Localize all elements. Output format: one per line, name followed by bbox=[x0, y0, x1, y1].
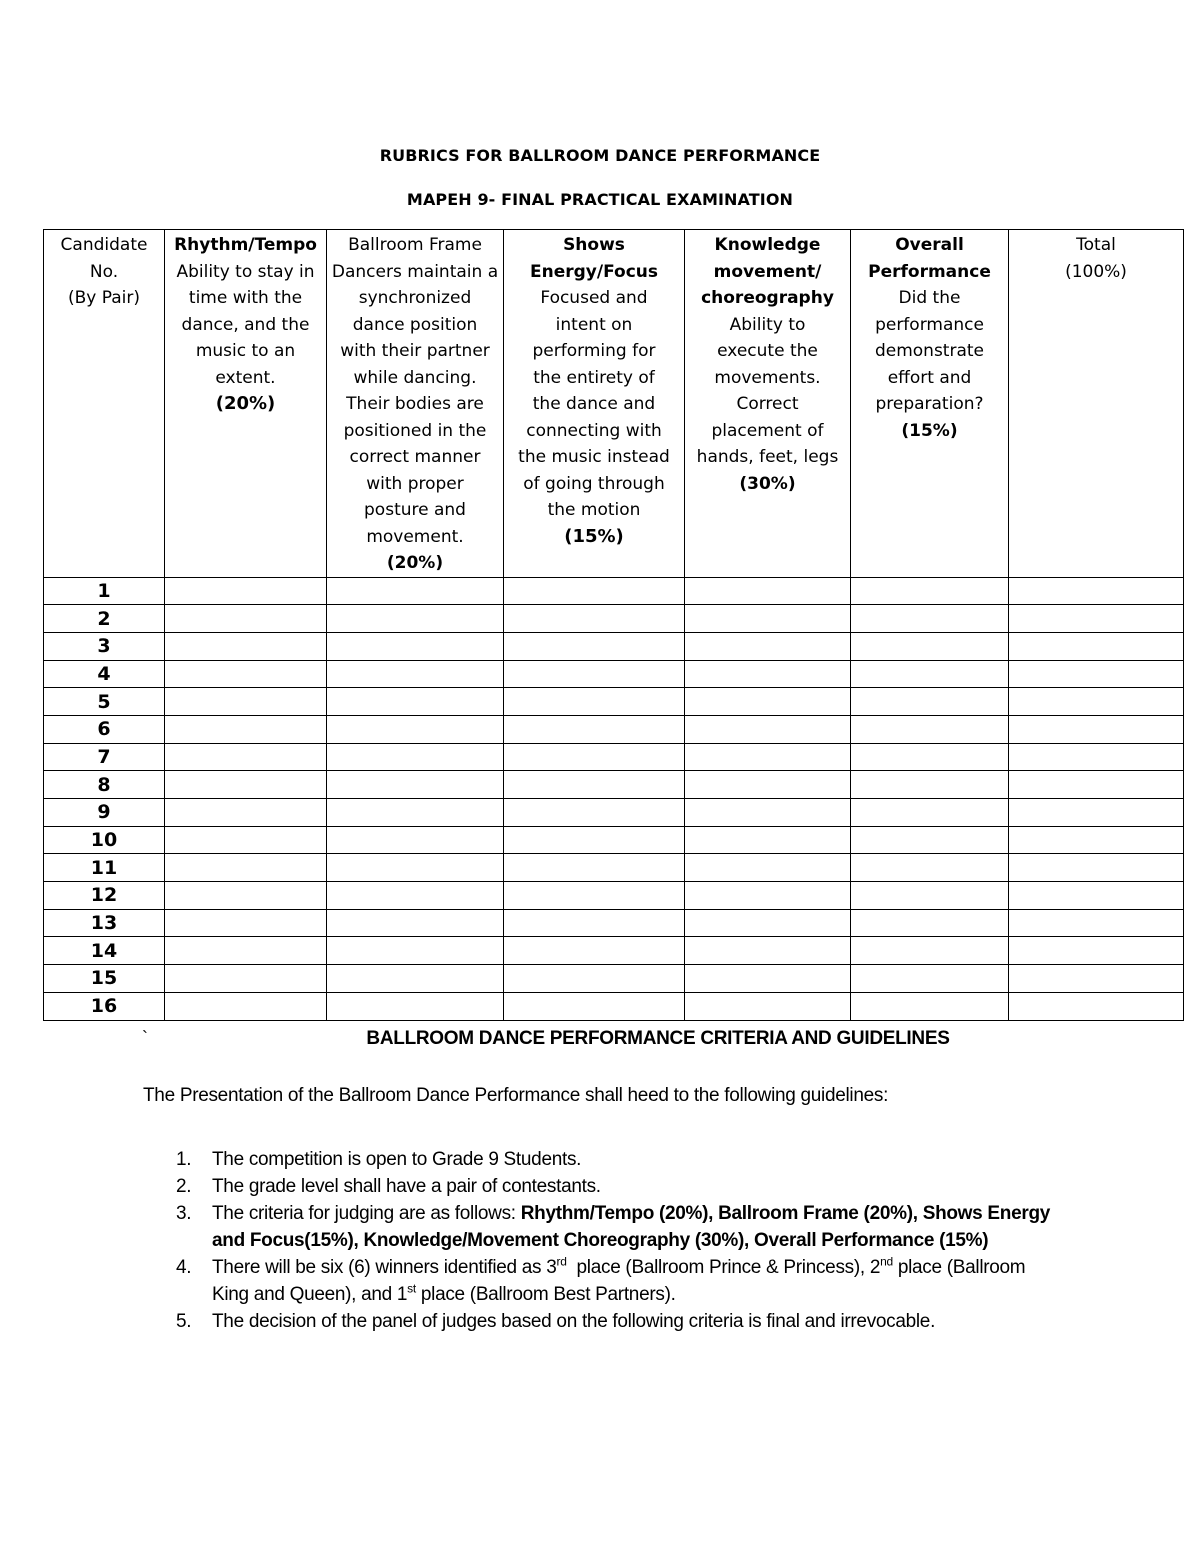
guideline-text: The decision of the panel of judges based on the following criteria is final and irrevocable. bbox=[212, 1311, 936, 1332]
rubric-table bbox=[43, 229, 1184, 1021]
score-cell-knowledge-choreography[interactable] bbox=[685, 799, 851, 827]
candidate-number: 1 bbox=[44, 577, 165, 605]
score-cell-rhythm-tempo[interactable] bbox=[165, 965, 327, 993]
score-cell-ballroom-frame[interactable] bbox=[327, 992, 504, 1020]
ordinal-suffix: nd bbox=[880, 1254, 893, 1269]
col-header-overall-performance: Overall Performance Did the performance demonstrate effort and preparation? (15%) bbox=[851, 230, 1009, 578]
score-cell-total[interactable] bbox=[1009, 715, 1184, 743]
table-row bbox=[44, 854, 1184, 882]
score-cell-rhythm-tempo[interactable] bbox=[165, 854, 327, 882]
table-row bbox=[44, 660, 1184, 688]
score-cell-overall-performance[interactable] bbox=[851, 715, 1009, 743]
guideline-item bbox=[143, 1173, 1063, 1200]
score-cell-energy-focus[interactable] bbox=[504, 743, 685, 771]
score-cell-energy-focus[interactable] bbox=[504, 605, 685, 633]
guideline-item bbox=[143, 1146, 1063, 1173]
score-cell-knowledge-choreography[interactable] bbox=[685, 965, 851, 993]
score-cell-overall-performance[interactable] bbox=[851, 992, 1009, 1020]
candidate-number: 11 bbox=[44, 854, 165, 882]
table-row bbox=[44, 715, 1184, 743]
score-cell-overall-performance[interactable] bbox=[851, 937, 1009, 965]
score-cell-energy-focus[interactable] bbox=[504, 909, 685, 937]
score-cell-energy-focus[interactable] bbox=[504, 688, 685, 716]
col-header-energy-focus: Shows Energy/Focus Focused and intent on performing for the entirety of the dance and connecting with the music instead of going through the motion (15%) bbox=[504, 230, 685, 578]
table-row bbox=[44, 577, 1184, 605]
candidate-number: 14 bbox=[44, 937, 165, 965]
score-cell-overall-performance[interactable] bbox=[851, 605, 1009, 633]
score-cell-total[interactable] bbox=[1009, 771, 1184, 799]
score-cell-total[interactable] bbox=[1009, 799, 1184, 827]
score-cell-overall-performance[interactable] bbox=[851, 882, 1009, 910]
score-cell-overall-performance[interactable] bbox=[851, 632, 1009, 660]
score-cell-energy-focus[interactable] bbox=[504, 799, 685, 827]
score-cell-energy-focus[interactable] bbox=[504, 965, 685, 993]
guideline-text: place (Ballroom Best Partners). bbox=[415, 1284, 676, 1305]
score-cell-energy-focus[interactable] bbox=[504, 992, 685, 1020]
table-row bbox=[44, 937, 1184, 965]
score-cell-total[interactable] bbox=[1009, 826, 1184, 854]
guideline-text: The competition is open to Grade 9 Students. bbox=[212, 1149, 582, 1170]
score-cell-total[interactable] bbox=[1009, 688, 1184, 716]
table-row bbox=[44, 965, 1184, 993]
guidelines-intro: The Presentation of the Ballroom Dance Performance shall heed to the following guidelines: bbox=[143, 1085, 889, 1106]
table-row bbox=[44, 743, 1184, 771]
guideline-item bbox=[143, 1254, 1063, 1308]
guideline-text: There will be six (6) winners identified as 3 bbox=[212, 1257, 557, 1278]
score-cell-total[interactable] bbox=[1009, 743, 1184, 771]
score-cell-energy-focus[interactable] bbox=[504, 854, 685, 882]
score-cell-total[interactable] bbox=[1009, 965, 1184, 993]
score-cell-rhythm-tempo[interactable] bbox=[165, 771, 327, 799]
guidelines-list bbox=[143, 1146, 1063, 1335]
score-cell-overall-performance[interactable] bbox=[851, 909, 1009, 937]
score-cell-knowledge-choreography[interactable] bbox=[685, 937, 851, 965]
score-cell-overall-performance[interactable] bbox=[851, 660, 1009, 688]
score-cell-ballroom-frame[interactable] bbox=[327, 688, 504, 716]
candidate-number: 6 bbox=[44, 715, 165, 743]
document-subtitle: MAPEH 9- FINAL PRACTICAL EXAMINATION bbox=[406, 190, 794, 209]
score-cell-rhythm-tempo[interactable] bbox=[165, 715, 327, 743]
table-row bbox=[44, 799, 1184, 827]
score-cell-overall-performance[interactable] bbox=[851, 577, 1009, 605]
guideline-number: 3. bbox=[176, 1203, 192, 1224]
score-cell-knowledge-choreography[interactable] bbox=[685, 826, 851, 854]
score-cell-ballroom-frame[interactable] bbox=[327, 715, 504, 743]
score-cell-rhythm-tempo[interactable] bbox=[165, 605, 327, 633]
candidate-number: 5 bbox=[44, 688, 165, 716]
score-cell-total[interactable] bbox=[1009, 577, 1184, 605]
score-cell-total[interactable] bbox=[1009, 992, 1184, 1020]
score-cell-energy-focus[interactable] bbox=[504, 937, 685, 965]
score-cell-ballroom-frame[interactable] bbox=[327, 965, 504, 993]
score-cell-ballroom-frame[interactable] bbox=[327, 577, 504, 605]
guideline-text: The criteria for judging are as follows: bbox=[212, 1203, 521, 1224]
table-row bbox=[44, 771, 1184, 799]
candidate-number: 8 bbox=[44, 771, 165, 799]
header-row bbox=[44, 230, 1184, 578]
score-cell-energy-focus[interactable] bbox=[504, 715, 685, 743]
guideline-number: 5. bbox=[176, 1311, 192, 1332]
score-cell-rhythm-tempo[interactable] bbox=[165, 688, 327, 716]
score-cell-knowledge-choreography[interactable] bbox=[685, 577, 851, 605]
score-cell-ballroom-frame[interactable] bbox=[327, 882, 504, 910]
score-cell-knowledge-choreography[interactable] bbox=[685, 605, 851, 633]
table-row bbox=[44, 909, 1184, 937]
score-cell-overall-performance[interactable] bbox=[851, 965, 1009, 993]
score-cell-total[interactable] bbox=[1009, 909, 1184, 937]
ordinal-suffix: rd bbox=[556, 1254, 567, 1269]
ordinal-suffix: st bbox=[407, 1281, 416, 1296]
score-cell-ballroom-frame[interactable] bbox=[327, 632, 504, 660]
score-cell-overall-performance[interactable] bbox=[851, 743, 1009, 771]
col-header-rhythm-tempo: Rhythm/Tempo Ability to stay in time with the dance, and the music to an extent. (20%) bbox=[165, 230, 327, 578]
score-cell-ballroom-frame[interactable] bbox=[327, 660, 504, 688]
guideline-item bbox=[143, 1200, 1063, 1254]
score-cell-total[interactable] bbox=[1009, 854, 1184, 882]
criteria-heading: BALLROOM DANCE PERFORMANCE CRITERIA AND GUIDELINES bbox=[366, 1028, 950, 1049]
score-cell-ballroom-frame[interactable] bbox=[327, 605, 504, 633]
score-cell-ballroom-frame[interactable] bbox=[327, 826, 504, 854]
score-cell-overall-performance[interactable] bbox=[851, 799, 1009, 827]
table-row bbox=[44, 882, 1184, 910]
col-header-candidate: Candidate No. (By Pair) bbox=[44, 230, 165, 578]
score-cell-knowledge-choreography[interactable] bbox=[685, 743, 851, 771]
document-title: RUBRICS FOR BALLROOM DANCE PERFORMANCE bbox=[379, 146, 821, 165]
score-cell-ballroom-frame[interactable] bbox=[327, 771, 504, 799]
judging-criteria: Rhythm/Tempo (20%), Ballroom Frame (20%), Shows Energy and Focus(15%), Knowledge/Movement Choreography (30%), Overall Performance (15%) bbox=[212, 1203, 1051, 1251]
score-cell-knowledge-choreography[interactable] bbox=[685, 882, 851, 910]
candidate-number: 7 bbox=[44, 743, 165, 771]
score-cell-rhythm-tempo[interactable] bbox=[165, 937, 327, 965]
score-cell-knowledge-choreography[interactable] bbox=[685, 771, 851, 799]
guideline-text: The grade level shall have a pair of contestants. bbox=[212, 1176, 601, 1197]
score-cell-knowledge-choreography[interactable] bbox=[685, 992, 851, 1020]
candidate-number: 10 bbox=[44, 826, 165, 854]
tick-mark: ` bbox=[142, 1028, 148, 1048]
score-cell-ballroom-frame[interactable] bbox=[327, 937, 504, 965]
candidate-number: 4 bbox=[44, 660, 165, 688]
score-cell-knowledge-choreography[interactable] bbox=[685, 688, 851, 716]
score-cell-energy-focus[interactable] bbox=[504, 826, 685, 854]
table-row bbox=[44, 632, 1184, 660]
score-cell-rhythm-tempo[interactable] bbox=[165, 743, 327, 771]
col-header-ballroom-frame: Ballroom Frame Dancers maintain a synchronized dance position with their partner while dancing. Their bodies are positioned in the correct manner with proper posture and movement. (20%) bbox=[327, 230, 504, 578]
score-cell-knowledge-choreography[interactable] bbox=[685, 715, 851, 743]
col-header-knowledge-choreography: Knowledge movement/ choreography Ability to execute the movements. Correct placement of hands, feet, legs (30%) bbox=[685, 230, 851, 578]
score-cell-rhythm-tempo[interactable] bbox=[165, 826, 327, 854]
guideline-number: 1. bbox=[176, 1149, 192, 1170]
score-cell-overall-performance[interactable] bbox=[851, 688, 1009, 716]
score-cell-rhythm-tempo[interactable] bbox=[165, 799, 327, 827]
col-header-total: Total (100%) bbox=[1009, 230, 1184, 578]
score-cell-energy-focus[interactable] bbox=[504, 660, 685, 688]
candidate-number: 16 bbox=[44, 992, 165, 1020]
score-cell-energy-focus[interactable] bbox=[504, 882, 685, 910]
candidate-number: 15 bbox=[44, 965, 165, 993]
candidate-number: 9 bbox=[44, 799, 165, 827]
score-cell-overall-performance[interactable] bbox=[851, 826, 1009, 854]
candidate-number: 3 bbox=[44, 632, 165, 660]
score-cell-rhythm-tempo[interactable] bbox=[165, 992, 327, 1020]
guideline-text: place (Ballroom Prince & Princess), 2 bbox=[566, 1257, 881, 1278]
score-cell-ballroom-frame[interactable] bbox=[327, 909, 504, 937]
score-cell-knowledge-choreography[interactable] bbox=[685, 854, 851, 882]
rubric-body bbox=[44, 577, 1184, 1020]
candidate-number: 2 bbox=[44, 605, 165, 633]
score-cell-knowledge-choreography[interactable] bbox=[685, 660, 851, 688]
score-cell-total[interactable] bbox=[1009, 937, 1184, 965]
score-cell-overall-performance[interactable] bbox=[851, 771, 1009, 799]
score-cell-rhythm-tempo[interactable] bbox=[165, 660, 327, 688]
score-cell-total[interactable] bbox=[1009, 660, 1184, 688]
score-cell-ballroom-frame[interactable] bbox=[327, 799, 504, 827]
score-cell-energy-focus[interactable] bbox=[504, 632, 685, 660]
score-cell-rhythm-tempo[interactable] bbox=[165, 632, 327, 660]
score-cell-energy-focus[interactable] bbox=[504, 577, 685, 605]
score-cell-ballroom-frame[interactable] bbox=[327, 743, 504, 771]
score-cell-knowledge-choreography[interactable] bbox=[685, 632, 851, 660]
table-row bbox=[44, 992, 1184, 1020]
table-row bbox=[44, 688, 1184, 716]
guideline-number: 2. bbox=[176, 1176, 192, 1197]
score-cell-energy-focus[interactable] bbox=[504, 771, 685, 799]
score-cell-rhythm-tempo[interactable] bbox=[165, 909, 327, 937]
score-cell-rhythm-tempo[interactable] bbox=[165, 882, 327, 910]
table-row bbox=[44, 605, 1184, 633]
score-cell-rhythm-tempo[interactable] bbox=[165, 577, 327, 605]
score-cell-total[interactable] bbox=[1009, 882, 1184, 910]
score-cell-ballroom-frame[interactable] bbox=[327, 854, 504, 882]
score-cell-knowledge-choreography[interactable] bbox=[685, 909, 851, 937]
guideline-number: 4. bbox=[176, 1257, 192, 1278]
score-cell-total[interactable] bbox=[1009, 605, 1184, 633]
candidate-number: 13 bbox=[44, 909, 165, 937]
guideline-item bbox=[143, 1308, 1063, 1335]
score-cell-total[interactable] bbox=[1009, 632, 1184, 660]
table-row bbox=[44, 826, 1184, 854]
guideline-text: place (Ballroom King and Queen), and 1 bbox=[212, 1257, 1026, 1305]
score-cell-overall-performance[interactable] bbox=[851, 854, 1009, 882]
candidate-number: 12 bbox=[44, 882, 165, 910]
